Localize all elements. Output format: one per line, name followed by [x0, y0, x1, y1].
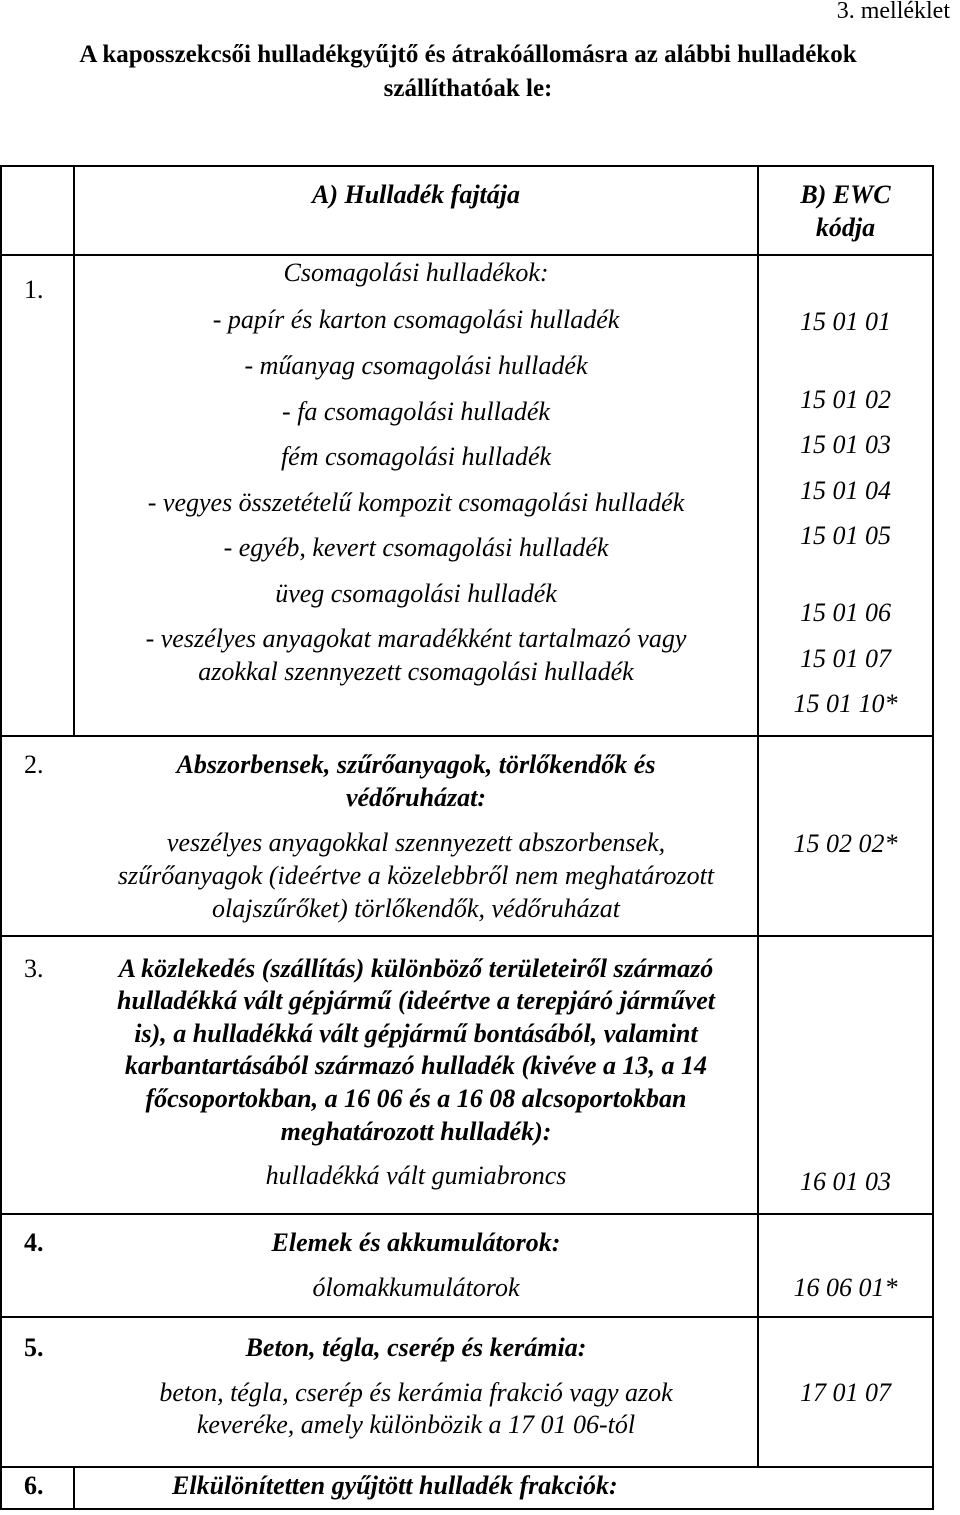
ewc-code: 15 01 06 — [800, 598, 891, 627]
section-1-number: 1. — [24, 275, 44, 304]
section-1-heading: Csomagolási hulladékok: — [283, 258, 549, 287]
ewc-code: 15 01 03 — [800, 430, 891, 459]
section-3-item: hulladékká vált gumiabroncs — [265, 1161, 567, 1190]
header-col-b-line1: B) EWC — [800, 180, 891, 209]
section-5-item: beton, tégla, cserép és kerámia frakció vagy azok — [159, 1378, 673, 1407]
section-5-number: 5. — [24, 1333, 44, 1362]
section-3-heading-line: főcsoportokban, a 16 06 és a 16 08 alcsoportokban — [145, 1084, 687, 1113]
table-border-right — [932, 165, 934, 1510]
ewc-code: 15 01 10* — [793, 689, 898, 718]
ewc-code: 16 01 03 — [800, 1167, 891, 1196]
table-border-bottom — [0, 1508, 934, 1510]
section-1-item: fém csomagolási hulladék — [280, 442, 552, 471]
ewc-code: 15 01 01 — [800, 307, 891, 336]
section-3-number: 3. — [24, 954, 44, 983]
ewc-code: 16 06 01* — [793, 1273, 898, 1302]
section-3-heading-line: A közlekedés (szállítás) különböző területeiről származó — [118, 954, 714, 983]
row-divider-5 — [0, 1466, 934, 1468]
row-divider-1 — [0, 735, 934, 737]
section-4-heading: Elemek és akkumulátorok: — [271, 1228, 561, 1257]
section-5-heading: Beton, tégla, cserép és kerámia: — [245, 1333, 587, 1362]
ewc-code: 15 01 05 — [800, 521, 891, 550]
section-6-number: 6. — [24, 1471, 44, 1500]
section-3-heading-line: meghatározott hulladék): — [280, 1117, 552, 1146]
section-2-item: veszélyes anyagokkal szennyezett abszorbensek, — [166, 828, 666, 857]
section-1-item: - veszélyes anyagokat maradékként tartalmazó vagy — [145, 624, 687, 653]
row-divider-4 — [0, 1316, 934, 1318]
section-5-item: keveréke, amely különbözik a 17 01 06-tól — [196, 1410, 636, 1439]
section-6-heading: Elkülönítetten gyűjtött hulladék frakciók: — [172, 1471, 618, 1500]
ewc-code: 15 01 02 — [800, 385, 891, 414]
section-2-heading-line: védőruházat: — [345, 783, 487, 812]
ewc-code: 15 02 02* — [793, 829, 898, 858]
section-1-item: - egyéb, kevert csomagolási hulladék — [223, 533, 609, 562]
header-col-b-line2: kódja — [815, 213, 876, 242]
section-1-item: üveg csomagolási hulladék — [275, 579, 557, 608]
section-3-heading-line: is), a hulladékká vált gépjármű bontásából, valamint — [134, 1019, 698, 1048]
annex-label: 3. melléklet — [836, 0, 950, 24]
section-4-number: 4. — [24, 1228, 44, 1257]
column-divider-code — [757, 165, 759, 1466]
table-border-left — [0, 165, 2, 1510]
section-3-heading-line: hulladékká vált gépjármű (ideértve a terepjáró járművet — [117, 986, 715, 1015]
row-divider-3 — [0, 1213, 934, 1215]
section-2-item: olajszűrőket) törlőkendők, védőruházat — [212, 894, 620, 923]
ewc-code: 17 01 07 — [800, 1378, 891, 1407]
page-title-line1: A kaposszekcsői hulladékgyűjtő és átrakóállomásra az alábbi hulladékok — [79, 41, 857, 68]
section-1-item: - papír és karton csomagolási hulladék — [212, 305, 620, 334]
column-divider-number-row6 — [73, 1466, 75, 1510]
row-divider-2 — [0, 935, 934, 937]
section-1-item: - műanyag csomagolási hulladék — [244, 351, 588, 380]
section-3-heading-line: karbantartásából származó hulladék (kivéve a 13, a 14 — [124, 1051, 708, 1080]
header-col-a: A) Hulladék fajtája — [312, 180, 520, 209]
ewc-code: 15 01 07 — [800, 644, 891, 673]
page-title-line2: szállíthatóak le: — [383, 75, 553, 102]
section-4-item: ólomakkumulátorok — [312, 1273, 520, 1302]
section-2-heading-line: Abszorbensek, szűrőanyagok, törlőkendők és — [176, 750, 656, 779]
section-1-item: azokkal szennyezett csomagolási hulladék — [198, 657, 634, 686]
section-1-item: - fa csomagolási hulladék — [282, 397, 550, 426]
section-2-number: 2. — [24, 750, 44, 779]
ewc-code: 15 01 04 — [800, 476, 891, 505]
section-2-item: szűrőanyagok (ideértve a közelebbről nem meghatározott — [117, 861, 715, 890]
table-border-top — [0, 165, 934, 167]
section-1-item: - vegyes összetételű kompozit csomagolási hulladék — [147, 488, 685, 517]
row-divider-header — [0, 254, 934, 256]
